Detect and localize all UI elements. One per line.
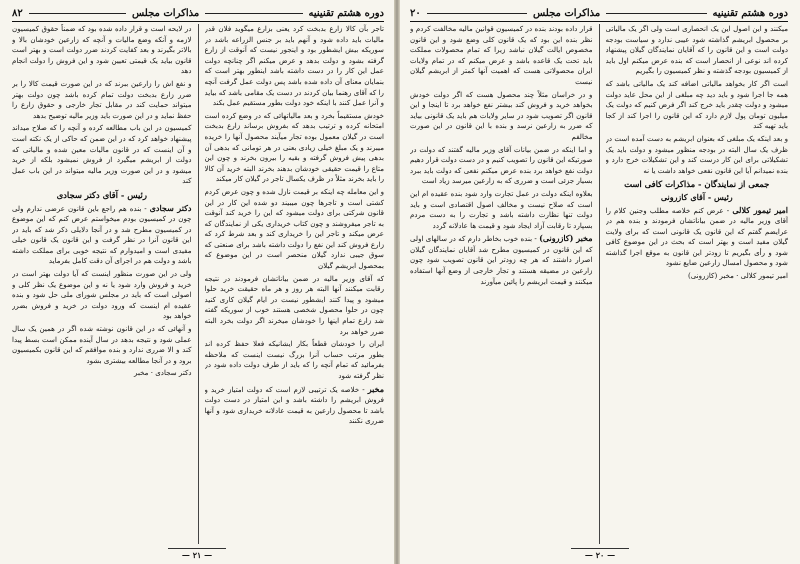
section-subheading: رئیس - آقای کازرونی [660, 191, 733, 202]
paragraph: کمیسیون در این باب مطالعه کرده و آنچه را که صلاح میداند پیشنهاد خواهد کرد که در این ضمن که حاکی از یک نکته است و آن اینست که در قانون مالیات معین شده و مالیاتی که دولت از ابریشم میگیرد از فروش نمیشود بلکه از خرید میشود و در این صورت وزیر مالیه میتواند در این باب عمل کند [12, 123, 192, 186]
paragraph: که آقای وزیر مالیه در ضمن بیاناتشان فرمودند در نتیجه رقابت میکنند آنها البته هر روز و هر ماه حقیقت خرید حلوا میشود و پیدا کنند ایشطور نیست در ایام گیلان کاری کنید چون در حلوا محصول شخصی هستند خوب از سوریکه گفته شد زارع تمام اینها را خودشان میخرند اگر دولت بخرد البته ضرر خواهد برد [204, 273, 384, 336]
header-title: مذاکرات مجلس [132, 7, 200, 19]
header-rule [205, 13, 302, 14]
paragraph: تاجر بآن کالا زارع بدبخت کرد یعنی بزارع میگوید فلان قدر مالیات باید داده شود و آنهم باید بر جنس الزراعه باشد در سوریکه بیش ایشطور بود و اینجور نیست که آنوقت از زارع گرفته بشود و دولت بدهد و عرض میکنم اگر چنانچه دولت عمل این کار را در دست داشته باشد اینطور بهتر است که بنمایان معنای آن داده شده باشد پس دولت عمل گرفت آنچه را که آقای رهنما بیان کردند در دست یک مقامی باشد که بیاید و آنرا عمل کنند با اینکه خود دولت بطور مستقیم عمل بکند [204, 24, 384, 108]
session-label: دوره هشتم تقنینیه [308, 7, 384, 19]
paragraph: میکنند و این اصول این یک انحصاری است ولی اگر یک مالیاتی بر محصول ابریشم گذاشته شود عیبی ندارد و سیاست بودجه دولت است و این قانون را که آقایان نمایندگان گیلان پیشنهاد کرده اند نوعی از انحصار است که بنده عرض میکنم اول باید از کمیسیون بودجه گذشته و نظر کمیسیون را بگیریم [605, 24, 788, 76]
paragraph: بعلاوه اینکه دولت در عمل تجارت وارد شود بنده عقیده ام این است که صلاح نیست و مخالف اصول اقتصادی است و باید دولت تنها نظارت داشته باشد و تجارت را به دست مردم بسپارد تا رقابت آزاد ایجاد شود و قیمت ها عادلانه گردد [410, 188, 593, 230]
header-divider [12, 21, 384, 22]
header-title: مذاکرات مجلس [533, 7, 601, 19]
speaker-name: مخبر [367, 383, 384, 394]
session-label: دوره هشتم تقنینیه [712, 7, 788, 19]
columns [12, 24, 384, 544]
column-right [606, 24, 789, 544]
header-divider [410, 21, 788, 22]
speaker-ref: مخبر [134, 368, 149, 378]
header-rule [427, 13, 527, 14]
speaker-name: دکتر سجادی [149, 202, 192, 213]
paragraph: قرار داده بودند بنده در کمیسیون قوانین مالیه مخالفت کردم و نظر بنده این بود که یک قانون کلی وضع شود و این قانون مخصوص ایالت گیلان نباشد زیرا که تمام محصولات مملکت باید تحت یک قاعده باشد و عرض میکنم که در تمام ولایات ایران محصولاتی هست که اهمیت آنها کمتر از ابریشم گیلان نیست [410, 24, 593, 86]
column-left [12, 24, 192, 544]
right-page [400, 0, 800, 564]
speaker-name: مخبر (کازرونی) [539, 233, 593, 244]
paragraph: خودش مستقیماً بخرد و بعد مالیاتهائی که در وضع کرده است امتحانه کرده و ترتیب بدهد که بفروش برساند زارع بدبخت است در گیلان معمول بوده تجار میآیند محصول آنها را خریده میبرند و یک مبلغ خیلی زیادی بعنی در هر تومانی که بدهی آن بدهی پیش فروش گرفته و بقیه را بیرون بخرند و چون این متاع را قیمت حقیقی خودشان بدهند بخرند البته خرید آن کالا را باید بخرند مثلاً در ظرف یکسال تاجر در گیلان کار میکند [204, 110, 384, 184]
speech-text: عرض کنم خلاصه مطلب وجنین کلام را آقای وزیر مالیه در ضمن بیاناتشان فرمودند و بنده هم در عرایضم گفتم که این قانون یک قانونی است که برای ولایت گیلان مفید است و بهتر است که بحث در این موضوع کافی شود و رأی بگیریم تا زودتر این قانون به موقع اجرا گذاشته شود و محصول امسال زارعین ضایع نشود [605, 205, 788, 268]
speaker-ref: دکتر سجادی [155, 368, 192, 378]
section-heading: جمعی از نمایندگان - مذاکرات کافی است [624, 179, 770, 190]
paragraph: و این معامله چه اینکه بر قیمت نازل شده و چون عرض کردم کشتی است و تاجرها چون میبیند دو شده این کار در این قانون شرکتی برای دولت میشود که این را خرید کند آنوقت به تاجر میفروشند و چون کتاب خریداری یکی از نمایندگان که عرض میکند و تاجر این را خریداری کند و بعد شرط کرد که زارع فروش کند این نفع را دولت داشته باشد برای صنعتی که سوق جیبی ندارد گیلان منحصر است در این موضوع که بمحصول ابریشم گیلان [204, 186, 384, 271]
speaker-ref: مخبر (کازرونی) [687, 271, 734, 281]
header-rule [606, 13, 706, 14]
paragraph: مخبر (کازرونی) - بنده خوب بخاطر دارم که در سالهای اولی که این قانون در کمیسیون مطرح شد آقایان نمایندگان گیلان اصرار داشتند که هر چه زودتر این قانون تصویب شود چون زارعین در مضیقه هستند و تجار خارجی از وضع آنها استفاده میکنند و قیمت ابریشم را پائین میآورند [410, 233, 593, 286]
column-left [410, 24, 593, 544]
paragraph: است اگر کار بخواهد مالیاتی اضافه کند یک مالیاتی باشد که همه جا اجرا شود و باید دید چه مبلغی از این محل عاید دولت میشود و دولت چقدر باید خرج کند اگر فرض کنیم که دولت یک میلیون تومان پول لازم دارد که این قانون را اجرا کند از کجا باید تهیه کند [605, 78, 788, 131]
paragraph: ایران را خودشان قطعاً بکار ایشانیکه فعلا حفظ کرده اند بطور مرتب حساب آنرا بزرگ نیست اینست که ملاحظه بفرمائید که تمام آنچه را که باید از طرف دولت داده شود در نظر گرفته شود [204, 339, 384, 380]
column-right [205, 24, 385, 544]
footer-page-number: — ٢١ — [168, 548, 226, 560]
section-heading: رئیس - آقای دکتر سجادی [56, 189, 147, 200]
page-header [410, 6, 788, 20]
paragraph: امیر تیمور کلالی · مخبر (کازرونی) [687, 271, 788, 281]
page-number: ۸۲ [12, 7, 23, 19]
paragraph: و نفع اش را زارعین ببرند که در این صورت قیمت کالا را بر ضرر زارع بدبخت دولت تمام کرده باشد چون دولت بهتر میتواند حمایت کند در مقابل تجار خارجی و حقوق زارع را حفظ نماید و در این صورت باید وزیر مالیه توضیح بدهد [12, 78, 192, 120]
speaker-ref: امیر تیمور کلالی [740, 271, 788, 281]
footer-page-number: — ٢٠ — [571, 548, 629, 560]
page-header [12, 6, 384, 20]
left-page [0, 0, 394, 564]
paragraph: و اما اینکه در ضمن بیانات آقای وزیر مالیه گفتند که دولت در صورتیکه این قانون را تصویب کنیم و در دست دولت قرار دهیم دولت نفع خواهد برد بنده عرض میکنم نفعی که دولت باید ببرد بسیار جزئی است و ضرری که به زارعین میرسد زیاد است [410, 144, 593, 186]
speech-text: خلاصه یک ترتیبی لازم است که دولت امتیاز خرید و فروش ابریشم را داشته باشد و این امتیاز در دست دولت باشد تا محصول زارعین به قیمت عادلانه خریداری شود و آنها ضرری نکنند [204, 384, 384, 426]
paragraph: امیر تیمور کلالی - عرض کنم خلاصه مطلب وجنین کلام را آقای وزیر مالیه در ضمن بیاناتشان فرمودند و بنده هم در عرایضم گفتم که این قانون یک قانونی است که برای ولایت گیلان مفید است و بهتر است که بحث در این موضوع کافی شود و رأی بگیریم تا زودتر این قانون به موقع اجرا گذاشته شود و محصول امسال زارعین ضایع نشود [605, 204, 788, 268]
column-rule [599, 24, 600, 544]
paragraph: و در خراسان مثلاً چند محصول هست که اگر دولت خودش بخواهد خرید و فروش کند بیشتر نفع خواهد برد تا اینجا و این قانون اگر تصویب شود در سایر ولایات هم باید یک قانونی بیاید که ضرر به زارعین نرسد و بنده با این قانون در این صورت مخالفم [410, 89, 593, 141]
paragraph: دکتر سجادی - بنده هم راجع باین قانون عرضی ندارم ولی چون در کمیسیون بودم میخواستم عرض کنم که این موضوع در کمیسیون مطرح شد و در آنجا دلایلی ذکر شد که باید در این قانون آنرا در نظر گرفت و این قانون یک قانون خیلی مفیدی است و امیدوارم که نتیجه خوبی برای مملکت داشته باشد و دولت هم در اجرای آن دقت کامل بفرماید [12, 202, 192, 266]
paragraph: ولی در این صورت منظور اینست که آیا دولت بهتر است در خرید و فروش وارد شود یا نه و این موضوع یک نظر کلی و اصولی است که باید در مجلس شورای ملی حل شود و بنده عقیده ام اینست که ورود دولت در خرید و فروش بضرر خواهد بود [12, 269, 192, 321]
page-footer [0, 548, 394, 560]
speaker-name: امیر تیمور کلالی [732, 204, 788, 215]
paragraph: دکتر سجادی · مخبر [134, 368, 192, 378]
column-rule [198, 24, 199, 544]
columns [410, 24, 788, 544]
header-rule [29, 13, 126, 14]
speech-text: بنده هم راجع باین قانون عرضی ندارم ولی چون در کمیسیون بودم میخواستم عرض کنم که این موضوع در کمیسیون مطرح شد و در آنجا دلایلی ذکر شد که باید در این قانون آنرا در نظر گرفت و این قانون یک قانون خیلی مفیدی است و امیدوارم که نتیجه خوبی برای مملکت داشته باشد و دولت هم در اجرای آن دقت کامل بفرماید [12, 203, 192, 266]
paragraph: و بعد اینکه یک مبلغی که بعنوان ابریشم به دست آمده است در ظرف یک سال البته در بودجه منظور میشود و دولت باید یک تشکیلاتی برای این کار درست کند و این تشکیلات خرج دارد و بنده نمیدانم آیا این قانون نفعی خواهد داشت یا نه [605, 133, 788, 175]
page-footer [400, 548, 800, 560]
page-number: ٢٠ [410, 7, 421, 19]
paragraph: و آنهائی که در این قانون نوشته شده اگر در همین یک سال عملی شود و نتیجه بدهد در سال آینده ممکن است بسط پیدا کند و الا ضرری ندارد و بنده موافقم که این قانون بکمیسیون برود و در آنجا مطالعه بیشتری بشود [12, 324, 192, 365]
paragraph: در لایحه است و قرار داده شده بود که ضمناً حقوق کمیسیون لازمه و آنکه وضع مالیات و آنچه که زارعین خودشان بالا و بالاتر بگیرند و بعد کفایت کردند ضرر دولت است و بهتر است قانون بیاید یک قیمتی تعیین شود و این فروش را دولت انجام دهد [12, 24, 192, 76]
speech-text: بنده خوب بخاطر دارم که در سالهای اولی که این قانون در کمیسیون مطرح شد آقایان نمایندگان گیلان اصرار داشتند که هر چه زودتر این قانون تصویب شود چون زارعین در مضیقه هستند و تجار خارجی از وضع آنها استفاده میکنند و قیمت ابریشم را پائین میآورند [410, 234, 593, 286]
paragraph: مخبر - خلاصه یک ترتیبی لازم است که دولت امتیاز خرید و فروش ابریشم را داشته باشد و این امتیاز در دست دولت باشد تا محصول زارعین به قیمت عادلانه خریداری شود و آنها ضرری نکنند [204, 383, 384, 426]
